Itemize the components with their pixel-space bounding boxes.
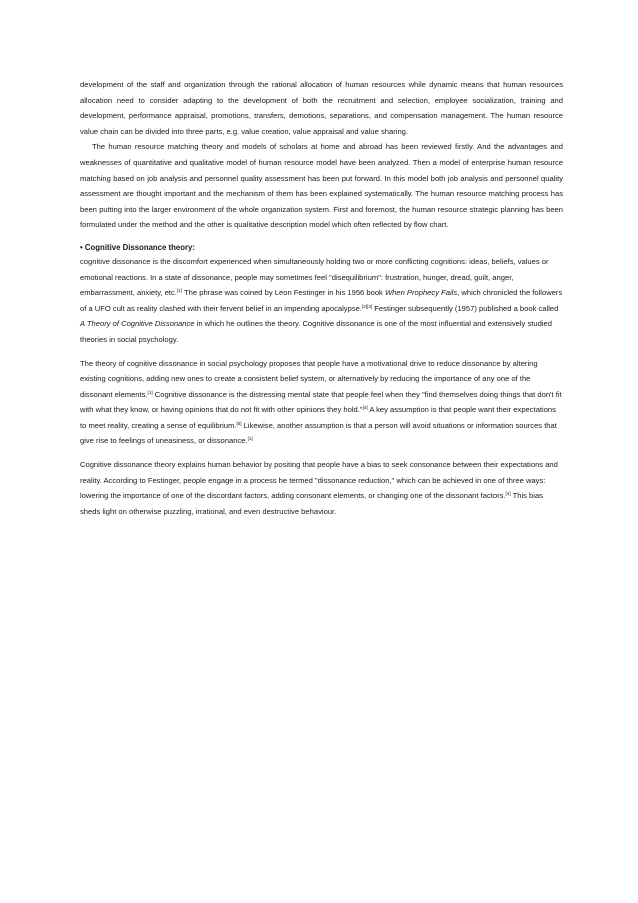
paragraph-hr-matching-theory: The human resource matching theory and models of scholars at home and abroad has been reviewed firstly. And the advantages and weaknesses of quantitative and qualitative model of human resource model have been analyzed. Then a model of enterprise human resource matching based on job analysis and personnel quality assessment has been put forward. In this model both job analysis and personnel quality assessment are thought important and the mechanism of them has been explained systematically. The human resource matching process has been putting into the larger environment of the whole organization system. First and foremost, the human resource strategic planning has been formulated under the method and the other is qualitative description model which often reflected by flow chart.	[80, 142, 563, 230]
text-run: Likewise, another assumption is that a person will avoid situations or information sources that give rise to feelings of uneasiness, or dissonance.	[80, 420, 557, 446]
citation: [4]	[362, 405, 368, 411]
citation: [5]	[236, 420, 242, 426]
book-title: When Prophecy Fails	[384, 288, 458, 298]
text-run: The phrase was coined by Leon Festinger in his 1956 book	[182, 288, 385, 298]
paragraph-dissonance-motivation	[80, 356, 563, 450]
text-run: This bias sheds light on otherwise puzzling, irrational, and even destructive behaviour.	[80, 491, 543, 516]
citation: [2][3]	[361, 303, 373, 309]
text-run: Festinger subsequently (1957) published a book called	[372, 303, 559, 313]
section-heading-cognitive-dissonance: • Cognitive Dissonance theory:	[80, 242, 195, 252]
citation: [4]	[505, 491, 511, 497]
paragraph-dissonance-reduction	[80, 457, 563, 519]
citation: [1]	[247, 436, 253, 442]
citation: [1]	[176, 288, 183, 294]
text-run: Cognitive dissonance theory explains human behavior by positing that people have a bias to seek consonance between their expectations and reality. According to Festinger, people engage in a process he termed "dissonance reduction," which can be achieved in one of three ways: lowering the importance of one of the discordant factors, adding consonant elements, or changing one of the dissonant factors.	[80, 460, 558, 501]
text-run: The theory of cognitive dissonance in social psychology proposes that people have a motivational drive to reduce dissonance by altering existing cognitions, adding new ones to create a consistent belief system, or alternatively by reducing the importance of any one of the dissonant elements.	[80, 358, 538, 399]
paragraph-hr-value-chain: development of the staff and organization through the rational allocation of human resources while dynamic means that human resources allocation need to consider adapting to the development of both the recruitment and selection, employee socialization, training and development, performance appraisal, promotions, transfers, demotions, separations, and compensation management. The human resource value chain can be divided into three parts, e.g. value creation, value appraisal and value sharing.	[80, 80, 563, 136]
text-run: Cognitive dissonance is the distressing mental state that people feel when they "find themselves doing things that don't fit with what they know, or having opinions that do not fit with other opinions they hold."	[80, 389, 562, 415]
paragraph-dissonance-definition	[80, 254, 563, 348]
text-run: in which he outlines the theory. Cognitive dissonance is one of the most influential and extensively studied theories in social psychology.	[80, 319, 552, 344]
text-run: A key assumption is that people want their expectations to meet reality, creating a sense of equilibrium.	[80, 405, 556, 430]
book-title: A Theory of Cognitive Dissonance	[80, 319, 195, 329]
text-run: , which chronicled the followers of a UFO cult as reality clashed with their fervent belief in an impending apocalypse.	[80, 288, 563, 313]
text-run: cognitive dissonance is the discomfort experienced when simultaneously holding two or more conflicting cognitions: ideas, beliefs, values or emotional reactions. In a state of dissonance, people may sometimes feel "disequilibrium": frustration, hunger, dread, guilt, anger, embarrassment, anxiety, etc.	[80, 256, 549, 298]
citation: [1]	[147, 389, 153, 395]
